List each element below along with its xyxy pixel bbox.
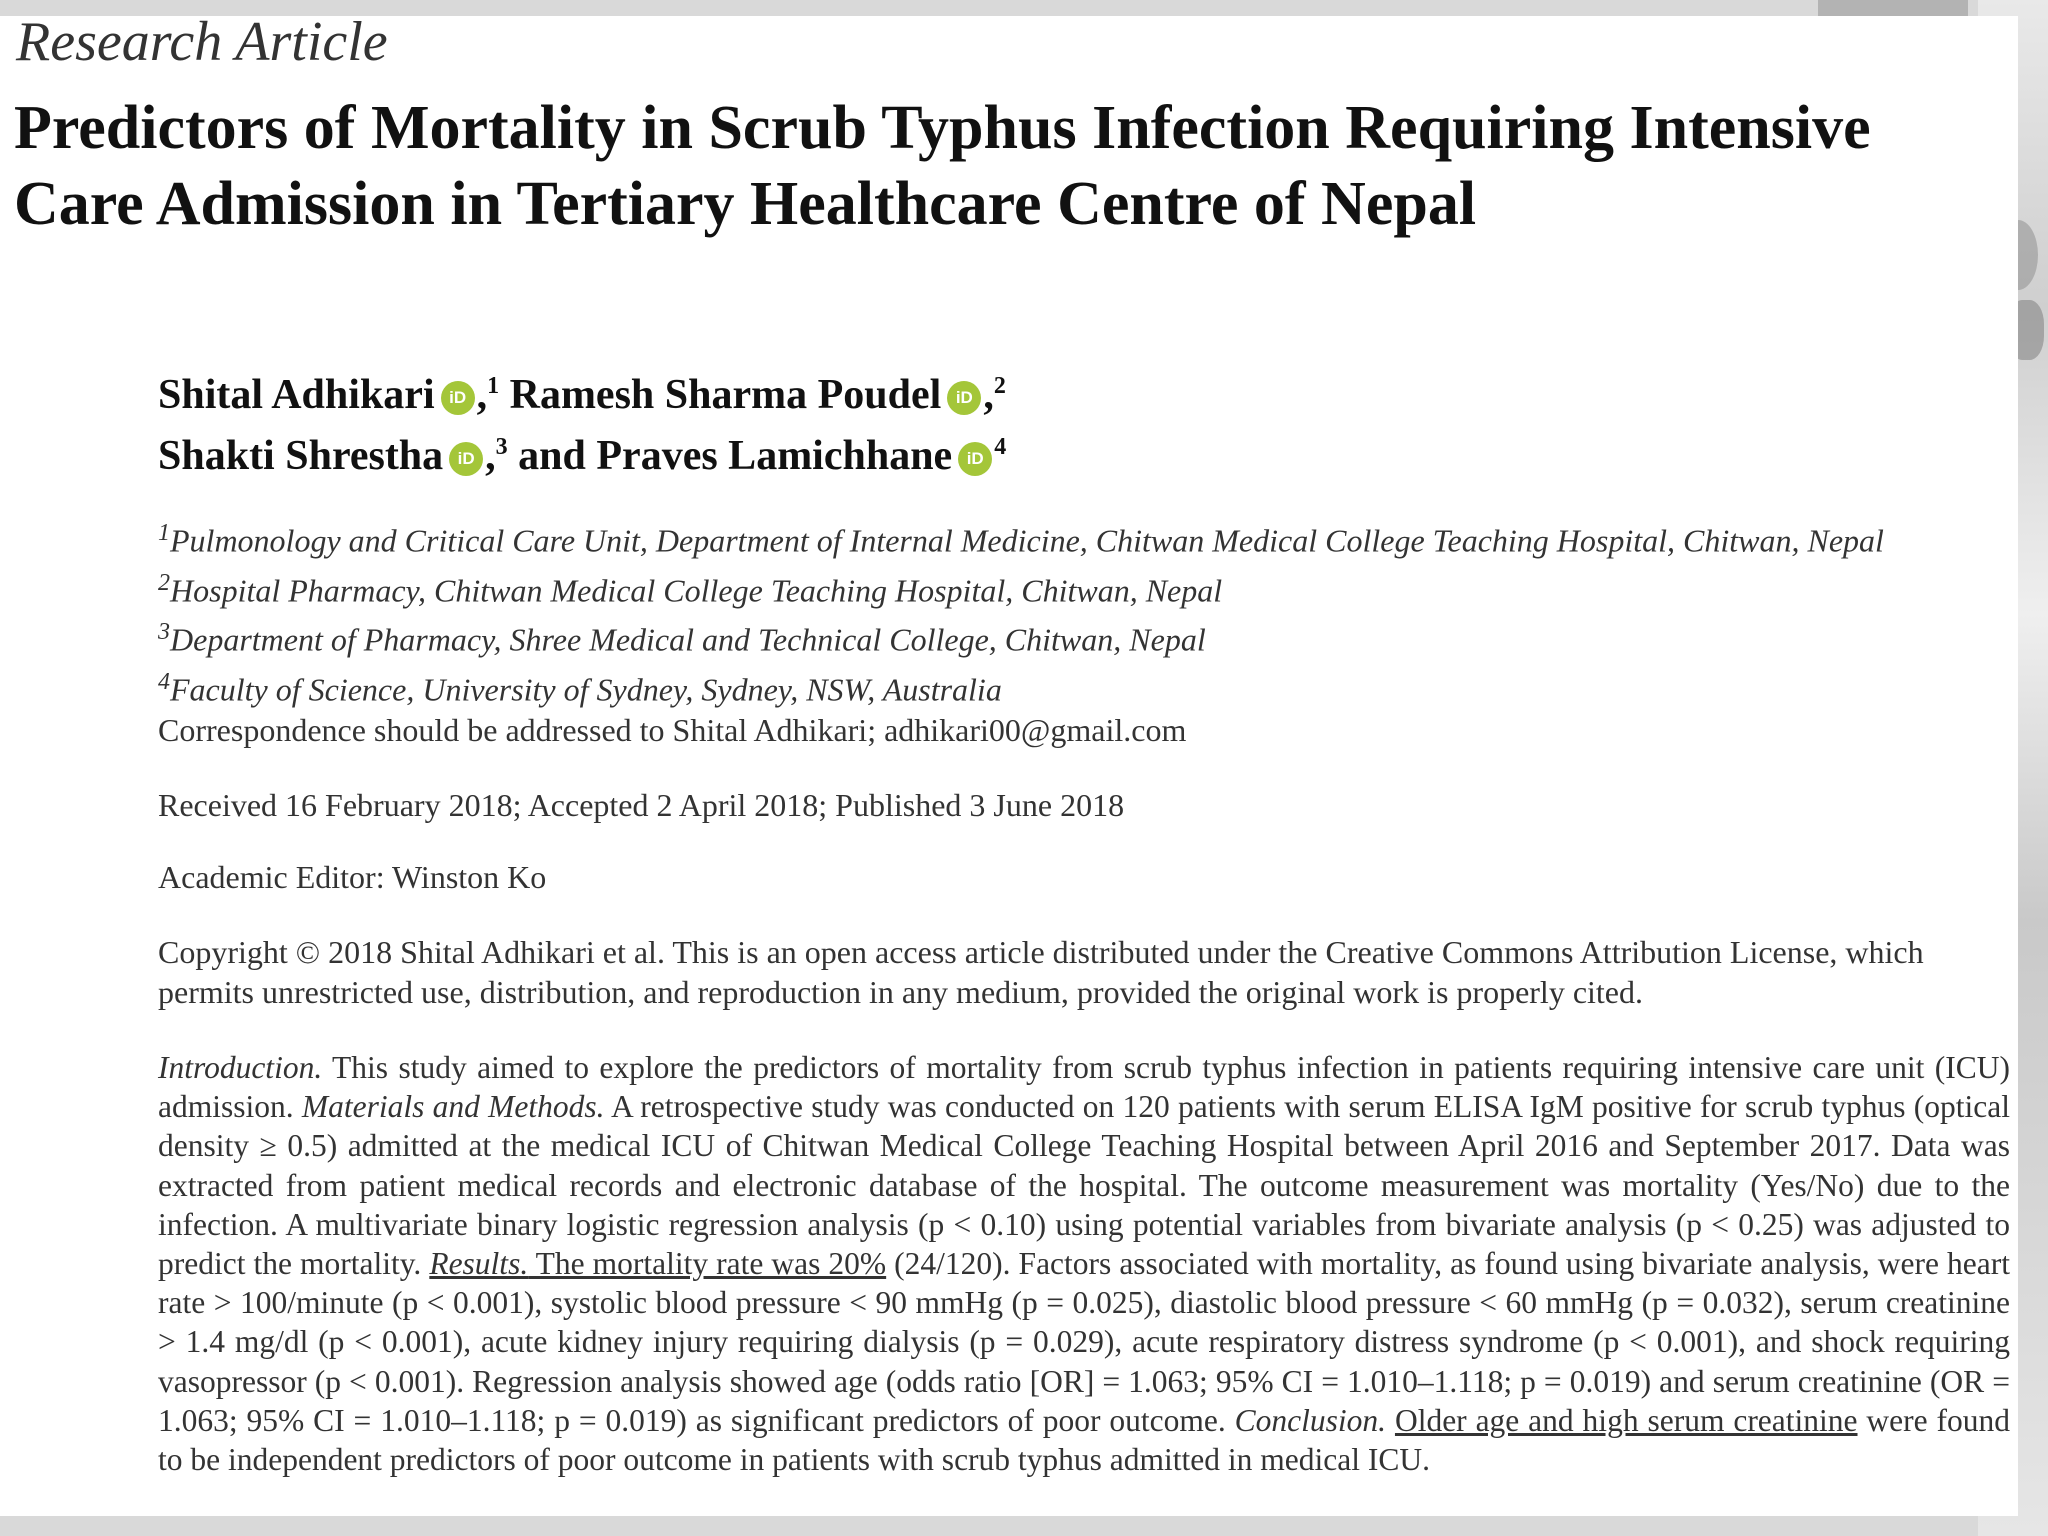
abstract-text: (24/120). Factors associated with mortality, as found using bivariate analysis, were heart rate > 100/minute (p < 0.001), systolic blood pressure < 90 mmHg (p = 0.025), diastolic blood pressure < 60 mmHg (p = 0.032), serum creatinine > 1.4 mg/dl (p < 0.001), acute kidney injury requiring dialysis (p = 0.029), acute respiratory distress syndrome (p < 0.001), and shock requiring vasopressor (p < 0.001). Regression analysis showed age (odds ratio [OR] = 1.063; 95% CI = 1.010–1.118; p = 0.019) and serum creatinine (OR = 1.063; 95% CI = 1.010–1.118; p = 0.019) as significant predictors of poor outcome. bbox=[158, 1246, 2010, 1438]
affiliation-superscript: 3 bbox=[495, 434, 508, 460]
author-name: Ramesh Sharma Poudel bbox=[509, 372, 942, 418]
abstract-text: A retrospective study was conducted on 120 patients with serum ELISA IgM positive for scrub typhus (optical density ≥ 0.5) admitted at the medical ICU of Chitwan Medical College Teaching Hospital between April 2016 and September 2017. Data was extracted from patient medical records and electronic database of the hospital. The outcome measurement was mortality (Yes/No) due to the infection. A multivariate binary logistic regression analysis (p < 0.10) using potential variables from bivariate analysis (p < 0.25) was adjusted to predict the mortality. bbox=[158, 1089, 2010, 1282]
affiliation: $^4$Faculty of Science, University of Sydney, Sydney, NSW, Australia bbox=[158, 668, 1002, 708]
correspondence-line: Correspondence should be addressed to Shital Adhikari; adhikari00@gmail.com bbox=[158, 712, 1187, 748]
author-conjunction: and bbox=[518, 433, 586, 479]
abstract-text: This study aimed to explore the predictors of mortality from scrub typhus infection in patients requiring intensive care unit (ICU) admission. bbox=[158, 1050, 2010, 1125]
author-line bbox=[158, 360, 1658, 421]
abstract-section-label: Conclusion. bbox=[1234, 1402, 1387, 1438]
background-decoration bbox=[1818, 0, 1968, 16]
author: Ramesh Sharma Poudel iD ,$^2$ bbox=[509, 372, 1006, 418]
affiliation-superscript: 4 bbox=[994, 434, 1007, 460]
abstract-text: were found to be independent predictors of poor outcome in patients with scrub typhus admitted in medical ICU. bbox=[158, 1402, 2011, 1478]
affiliation-superscript: 2 bbox=[993, 373, 1006, 399]
abstract-section-label: Results. bbox=[429, 1246, 529, 1282]
author-list bbox=[158, 360, 1658, 482]
underlined-text: Results. The mortality rate was 20% bbox=[429, 1246, 887, 1282]
author: Shakti Shrestha iD ,$^3$ bbox=[158, 433, 508, 479]
copyright-notice: Copyright © 2018 Shital Adhikari et al. This is an open access article distributed under the Creative Commons Attribution License, which permits unrestricted use, distribution, and reproduction in any medium, provided the original work is properly cited. bbox=[158, 934, 1924, 1010]
orcid-icon[interactable]: iD bbox=[947, 381, 981, 415]
author: Shital Adhikari iD ,$^1$ bbox=[158, 372, 500, 418]
article-type-label: Research Article bbox=[16, 16, 388, 73]
affiliation: $^1$Pulmonology and Critical Care Unit, Department of Internal Medicine, Chitwan Medical College Teaching Hospital, Chitwan, Nepal bbox=[158, 520, 1884, 559]
author-name: Praves Lamichhane bbox=[596, 433, 953, 479]
author-name: Shakti Shrestha bbox=[158, 433, 444, 479]
affiliation: $^2$Hospital Pharmacy, Chitwan Medical College Teaching Hospital, Chitwan, Nepal bbox=[158, 569, 1223, 609]
paper-title: Predictors of Mortality in Scrub Typhus Infection Requiring Intensive Care Admission in Tertiary Healthcare Centre of Nepal bbox=[14, 94, 1871, 238]
author bbox=[518, 433, 1006, 479]
orcid-icon[interactable]: iD bbox=[449, 442, 483, 476]
underlined-text: Older age and high serum creatinine bbox=[1394, 1402, 1858, 1438]
paper-page bbox=[0, 16, 2018, 1516]
abstract-section-label: Materials and Methods. bbox=[301, 1089, 605, 1125]
orcid-icon[interactable]: iD bbox=[958, 442, 992, 476]
abstract-section-label: Introduction. bbox=[158, 1050, 323, 1085]
author-line bbox=[158, 421, 1658, 482]
affiliation: $^3$Department of Pharmacy, Shree Medical and Technical College, Chitwan, Nepal bbox=[158, 619, 1206, 658]
academic-editor: Academic Editor: Winston Ko bbox=[158, 859, 547, 895]
orcid-icon[interactable]: iD bbox=[441, 381, 475, 415]
abstract bbox=[158, 1048, 2010, 1479]
affiliation-list bbox=[158, 512, 2010, 711]
affiliation-superscript: 1 bbox=[487, 373, 500, 399]
author-name: Shital Adhikari bbox=[158, 372, 435, 418]
publication-dates: Received 16 February 2018; Accepted 2 April 2018; Published 3 June 2018 bbox=[158, 787, 1125, 823]
